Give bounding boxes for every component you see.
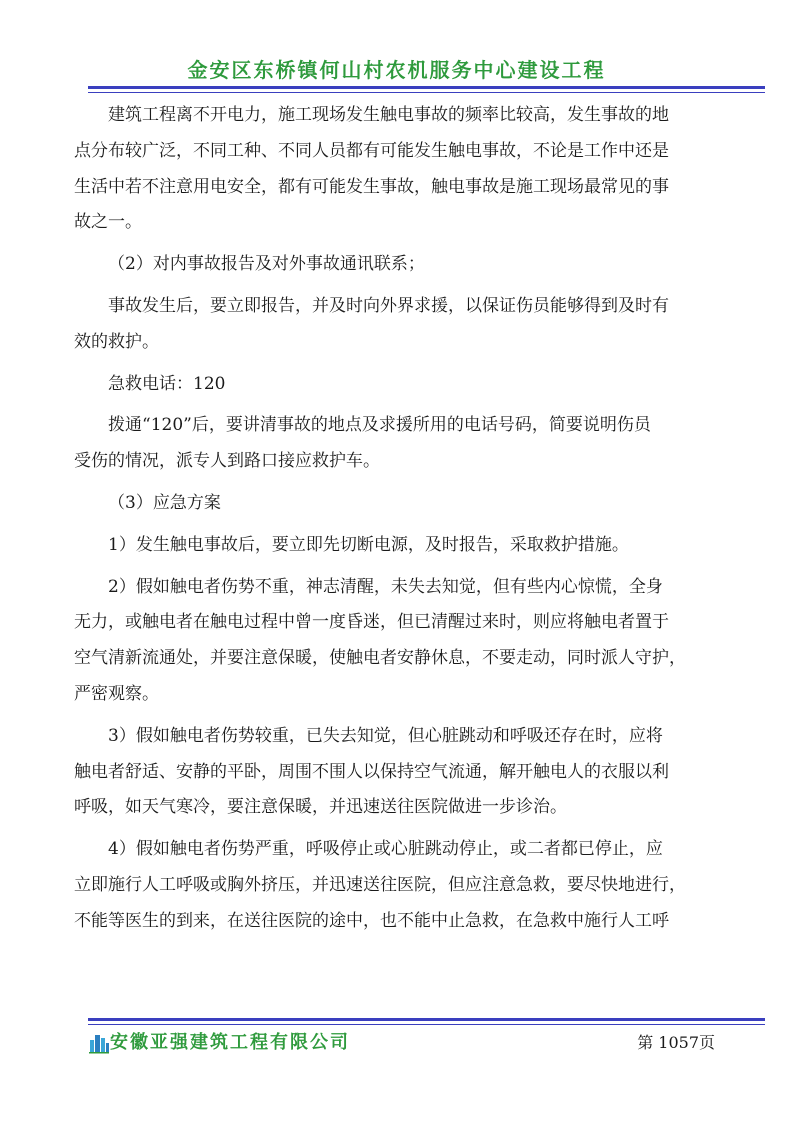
paragraph-step-4 — [74, 832, 728, 939]
company-name: 安徽亚强建筑工程有限公司 — [110, 1032, 350, 1053]
text-line: 拨通“120”后，要讲清事故的地点及求援所用的电话号码，简要说明伤员 — [108, 415, 651, 436]
paragraph-section-3-heading — [108, 486, 728, 522]
header-rule-thin — [88, 92, 765, 93]
text-line: 1）发生触电事故后，要立即先切断电源，及时报告，采取救护措施。 — [108, 534, 629, 555]
text-line: 受伤的情况，派专人到路口接应救护车。 — [74, 451, 380, 472]
page-footer — [88, 1030, 765, 1060]
paragraph-report — [74, 289, 728, 361]
page-number: 第 1057页 — [637, 1033, 715, 1052]
text-line: 空气清新流通处，并要注意保暖，使触电者安静休息，不要走动，同时派人守护， — [74, 648, 686, 669]
text-line: 建筑工程离不开电力，施工现场发生触电事故的频率比较高，发生事故的地 — [108, 105, 669, 125]
footer-rule-thick — [88, 1018, 765, 1021]
paragraph-dial-instructions — [74, 408, 728, 480]
text-line: 呼吸，如天气寒冷，要注意保暖，并迅速送往医院做进一步诊治。 — [74, 797, 567, 818]
text-line: 点分布较广泛，不同工种、不同人员都有可能发生触电事故，不论是工作中还是 — [74, 140, 669, 161]
text-line: （2）对内事故报告及对外事故通讯联系； — [108, 254, 425, 275]
header-rule-thick — [88, 86, 765, 89]
paragraph-step-3 — [74, 719, 728, 826]
text-line: 不能等医生的到来，在送往医院的途中，也不能中止急救，在急救中施行人工呼 — [74, 910, 669, 931]
text-line: 立即施行人工呼吸或胸外挤压，并迅速送往医院，但应注意急救，要尽快地进行， — [74, 874, 686, 895]
footer-rule-thin — [88, 1024, 765, 1025]
text-line: 无力，或触电者在触电过程中曾一度昏迷，但已清醒过来时，则应将触电者置于 — [74, 612, 669, 633]
text-line: 生活中若不注意用电安全，都有可能发生事故，触电事故是施工现场最常见的事 — [74, 176, 669, 197]
paragraph-step-2 — [74, 570, 728, 713]
paragraph-step-1 — [108, 528, 728, 564]
text-line: 事故发生后，要立即报告，并及时向外界求援，以保证伤员能够得到及时有 — [108, 295, 669, 316]
text-line: （3）应急方案 — [108, 492, 221, 513]
header-title: 金安区东桥镇何山村农机服务中心建设工程 — [187, 58, 606, 82]
paragraph-intro — [74, 98, 728, 241]
text-line: 急救电话：120 — [108, 373, 226, 394]
building-logo-icon — [88, 1032, 110, 1054]
text-line: 2）假如触电者伤势不重，神志清醒，未失去知觉，但有些内心惊慌，全身 — [108, 576, 663, 597]
text-line: 触电者舒适、安静的平卧，周围不围人以保持空气流通，解开触电人的衣服以利 — [74, 761, 669, 782]
text-line: 4）假如触电者伤势严重，呼吸停止或心脏跳动停止，或二者都已停止，应 — [108, 839, 663, 860]
paragraph-section-2-heading — [108, 247, 728, 283]
text-line: 3）假如触电者伤势较重，已失去知觉，但心脏跳动和呼吸还存在时，应将 — [108, 725, 663, 746]
document-body — [74, 98, 728, 940]
text-line: 故之一。 — [74, 212, 142, 233]
text-line: 效的救护。 — [74, 331, 159, 352]
paragraph-emergency-phone — [108, 367, 728, 403]
text-line: 严密观察。 — [74, 683, 159, 704]
